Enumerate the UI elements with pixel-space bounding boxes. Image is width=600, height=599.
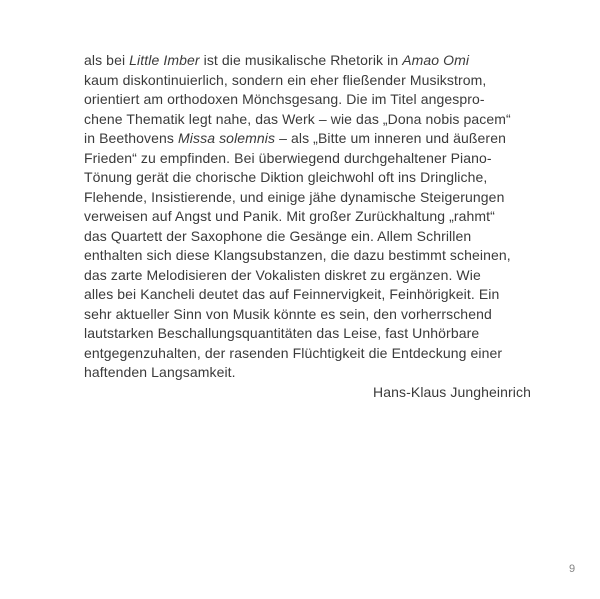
text-line bbox=[84, 285, 531, 305]
author-attribution: Hans-Klaus Jungheinrich bbox=[373, 383, 531, 400]
text-line bbox=[84, 207, 531, 227]
text-line bbox=[84, 305, 531, 325]
text-segment: ist die musikalische Rhetorik in bbox=[199, 52, 403, 68]
text-segment: orientiert am orthodoxen Mönchsgesang. Die im Titel angespro- bbox=[84, 91, 485, 107]
text-line bbox=[84, 324, 531, 344]
text-segment: – als „Bitte um inneren und äußeren bbox=[275, 130, 506, 146]
body-text-lines bbox=[84, 51, 531, 383]
italic-text-segment: Little Imber bbox=[129, 52, 200, 68]
text-segment: Tönung gerät die chorische Diktion gleichwohl oft ins Dringliche, bbox=[84, 169, 488, 185]
text-segment: in Beethovens bbox=[84, 130, 179, 146]
text-segment: als bei bbox=[84, 52, 130, 68]
text-line bbox=[84, 129, 531, 149]
text-segment: das zarte Melodisieren der Vokalisten diskret zu ergänzen. Wie bbox=[84, 266, 481, 283]
page-number: 9 bbox=[569, 563, 576, 575]
text-line bbox=[84, 363, 531, 383]
text-segment: enthalten sich diese Klangsubstanzen, die dazu bestimmt scheinen, bbox=[84, 247, 511, 263]
text-segment: alles bei Kancheli deutet das auf Feinnervigkeit, Feinhörigkeit. Ein bbox=[84, 286, 500, 302]
text-segment: sehr aktueller Sinn von Musik könnte es sein, den vorherrschend bbox=[84, 305, 492, 322]
text-line bbox=[84, 110, 531, 130]
text-segment: verweisen auf Angst und Panik. Mit großer Zurückhaltung „rahmt“ bbox=[84, 208, 495, 224]
text-line bbox=[84, 266, 531, 286]
text-line bbox=[84, 344, 531, 364]
text-segment: chene Thematik legt nahe, das Werk – wie das „Dona nobis pacem“ bbox=[84, 110, 511, 127]
text-line bbox=[84, 188, 531, 208]
text-segment: entgegenzuhalten, der rasenden Flüchtigkeit die Entdeckung einer bbox=[84, 344, 503, 361]
liner-notes-text-block bbox=[84, 51, 531, 402]
text-segment: Flehende, Insistierende, und einige jähe dynamische Steigerungen bbox=[84, 188, 505, 205]
text-line bbox=[84, 71, 531, 91]
text-segment: lautstarken Beschallungsquantitäten das Leise, fast Unhörbare bbox=[84, 325, 480, 341]
text-segment: Frieden“ zu empfinden. Bei überwiegend durchgehaltener Piano- bbox=[84, 149, 492, 166]
text-line bbox=[84, 149, 531, 169]
text-segment: haftenden Langsamkeit. bbox=[84, 364, 236, 380]
text-segment: das Quartett der Saxophone die Gesänge ein. Allem Schrillen bbox=[84, 227, 472, 244]
text-line bbox=[84, 90, 531, 110]
text-line bbox=[84, 246, 531, 266]
italic-text-segment: Amao Omi bbox=[402, 52, 470, 68]
text-line bbox=[84, 227, 531, 247]
text-segment: kaum diskontinuierlich, sondern ein eher fließender Musikstrom, bbox=[84, 71, 487, 88]
text-line bbox=[84, 168, 531, 188]
text-line bbox=[84, 51, 531, 71]
italic-text-segment: Missa solemnis bbox=[178, 130, 276, 146]
